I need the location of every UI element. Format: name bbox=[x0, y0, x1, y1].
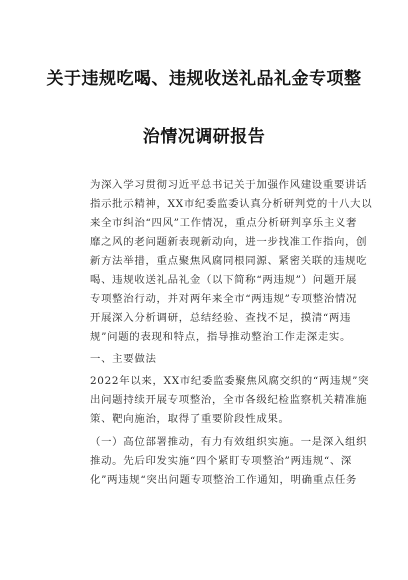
section-heading: 一、主要做法 bbox=[90, 353, 157, 365]
subsection-paragraph-line: 推动。先后印发实施“四个紧盯专项整治”两违规“、深 bbox=[90, 455, 353, 467]
intro-paragraph-line: 靡之风的老问题新表现新动向，进一步找准工作指向，创 bbox=[90, 236, 368, 248]
intro-paragraph-line: 指示批示精神，XX市纪委监委认真分析研判党的十八大以 bbox=[90, 198, 373, 210]
subsection-paragraph-line: （一）高位部署推动，有力有效组织实施。一是深入组织 bbox=[90, 436, 368, 448]
intro-paragraph-line: 为深入学习贯彻习近平总书记关于加强作风建设重要讲话 bbox=[90, 179, 368, 191]
section-paragraph-line: 策、靶向施治，取得了重要阶段性成果。 bbox=[90, 413, 290, 425]
subsection-paragraph-line: 化”两违规“突出问题专项整治工作通知，明确重点任务 bbox=[90, 474, 358, 486]
section-paragraph-line: 2022年以来，XX市纪委监委聚焦风腐交织的“两违规”突 bbox=[90, 375, 370, 387]
intro-paragraph-line: 来全市纠治“四风”工作情况，重点分析研判享乐主义奢 bbox=[90, 217, 358, 229]
intro-paragraph-line: 新方法举措，重点聚焦风腐同根同源、紧密关联的违规吃 bbox=[90, 255, 368, 267]
document-title-line-1: 关于违规吃喝、违规收送礼品礼金专项整 bbox=[46, 69, 362, 89]
intro-paragraph-line: 开展深入分析调研，总结经验、查找不足，摸清“两违 bbox=[90, 312, 352, 324]
intro-paragraph-line: 规”问题的表现和特点，指导推动整治工作走深走实。 bbox=[90, 331, 352, 343]
document-title-line-2: 治情况调研报告 bbox=[142, 127, 266, 147]
section-paragraph-line: 出问题持续开展专项整治，全市各级纪检监察机关精准施 bbox=[90, 394, 368, 406]
intro-paragraph-line: 喝、违规收送礼品礼金（以下简称“两违规”）问题开展 bbox=[90, 274, 358, 286]
intro-paragraph-line: 专项整治行动，并对两年来全市“两违规”专项整治情况 bbox=[90, 293, 358, 305]
